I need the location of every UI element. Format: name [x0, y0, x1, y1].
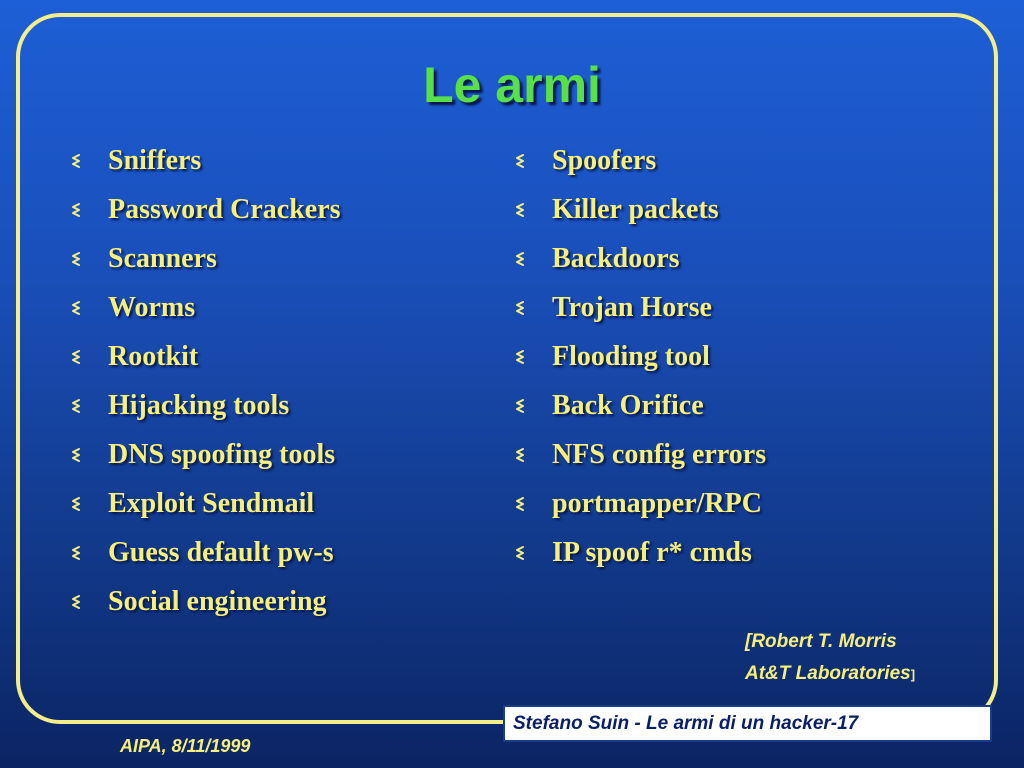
footer-caption: Stefano Suin - Le armi di un hacker-17 [513, 712, 859, 734]
wavy-bullet-icon [68, 202, 108, 218]
list-item [512, 234, 766, 283]
wavy-bullet-icon [68, 594, 108, 610]
list-item-label: Guess default pw-s [108, 536, 334, 568]
wavy-bullet-icon [512, 496, 552, 512]
list-item [68, 528, 341, 577]
wavy-bullet-icon [68, 398, 108, 414]
list-item [512, 430, 766, 479]
left-bullet-list [68, 136, 341, 626]
right-bullet-list [512, 136, 766, 577]
list-item-label: Rootkit [108, 340, 199, 372]
list-item-label: Spoofers [552, 144, 657, 176]
list-item-label: Hijacking tools [108, 389, 290, 421]
credit-affiliation-line [745, 658, 915, 691]
wavy-bullet-icon [68, 300, 108, 316]
list-item-label: Social engineering [108, 585, 327, 617]
credit-author: [Robert T. Morris [745, 631, 897, 652]
list-item [68, 283, 341, 332]
wavy-bullet-icon [512, 447, 552, 463]
list-item-label: Flooding tool [552, 340, 710, 372]
wavy-bullet-icon [68, 545, 108, 561]
list-item [68, 381, 341, 430]
list-item [512, 185, 766, 234]
wavy-bullet-icon [512, 545, 552, 561]
footer-date: AIPA, 8/11/1999 [120, 736, 251, 756]
list-item-label: Sniffers [108, 144, 202, 176]
list-item [68, 332, 341, 381]
wavy-bullet-icon [512, 398, 552, 414]
list-item-label: Back Orifice [552, 389, 704, 421]
credit-affiliation: At&T Laboratories [745, 663, 911, 684]
credit-close-bracket: ] [910, 667, 916, 682]
list-item [512, 479, 766, 528]
wavy-bullet-icon [512, 153, 552, 169]
list-item-label: Worms [108, 291, 196, 323]
list-item [512, 381, 766, 430]
list-item-label: Trojan Horse [552, 291, 712, 323]
list-item [512, 332, 766, 381]
list-item-label: NFS config errors [552, 438, 767, 470]
wavy-bullet-icon [512, 251, 552, 267]
list-item-label: IP spoof r* cmds [552, 536, 752, 568]
list-item [68, 430, 341, 479]
list-item [68, 136, 341, 185]
list-item [68, 479, 341, 528]
list-item [512, 136, 766, 185]
list-item-label: Scanners [108, 242, 217, 274]
wavy-bullet-icon [512, 349, 552, 365]
list-item [68, 577, 341, 626]
list-item-label: DNS spoofing tools [108, 438, 336, 470]
wavy-bullet-icon [68, 153, 108, 169]
list-item [512, 528, 766, 577]
list-item-label: Backdoors [552, 242, 680, 274]
wavy-bullet-icon [512, 300, 552, 316]
list-item-label: Killer packets [552, 193, 719, 225]
wavy-bullet-icon [68, 349, 108, 365]
list-item-label: Exploit Sendmail [108, 487, 315, 519]
slide-title: Le armi [423, 57, 601, 113]
list-item [68, 234, 341, 283]
wavy-bullet-icon [512, 202, 552, 218]
wavy-bullet-icon [68, 447, 108, 463]
list-item [512, 283, 766, 332]
list-item [68, 185, 341, 234]
list-item-label: portmapper/RPC [552, 487, 762, 519]
wavy-bullet-icon [68, 496, 108, 512]
source-credit [745, 626, 915, 691]
list-item-label: Password Crackers [108, 193, 341, 225]
wavy-bullet-icon [68, 251, 108, 267]
footer-caption-box [503, 705, 992, 742]
